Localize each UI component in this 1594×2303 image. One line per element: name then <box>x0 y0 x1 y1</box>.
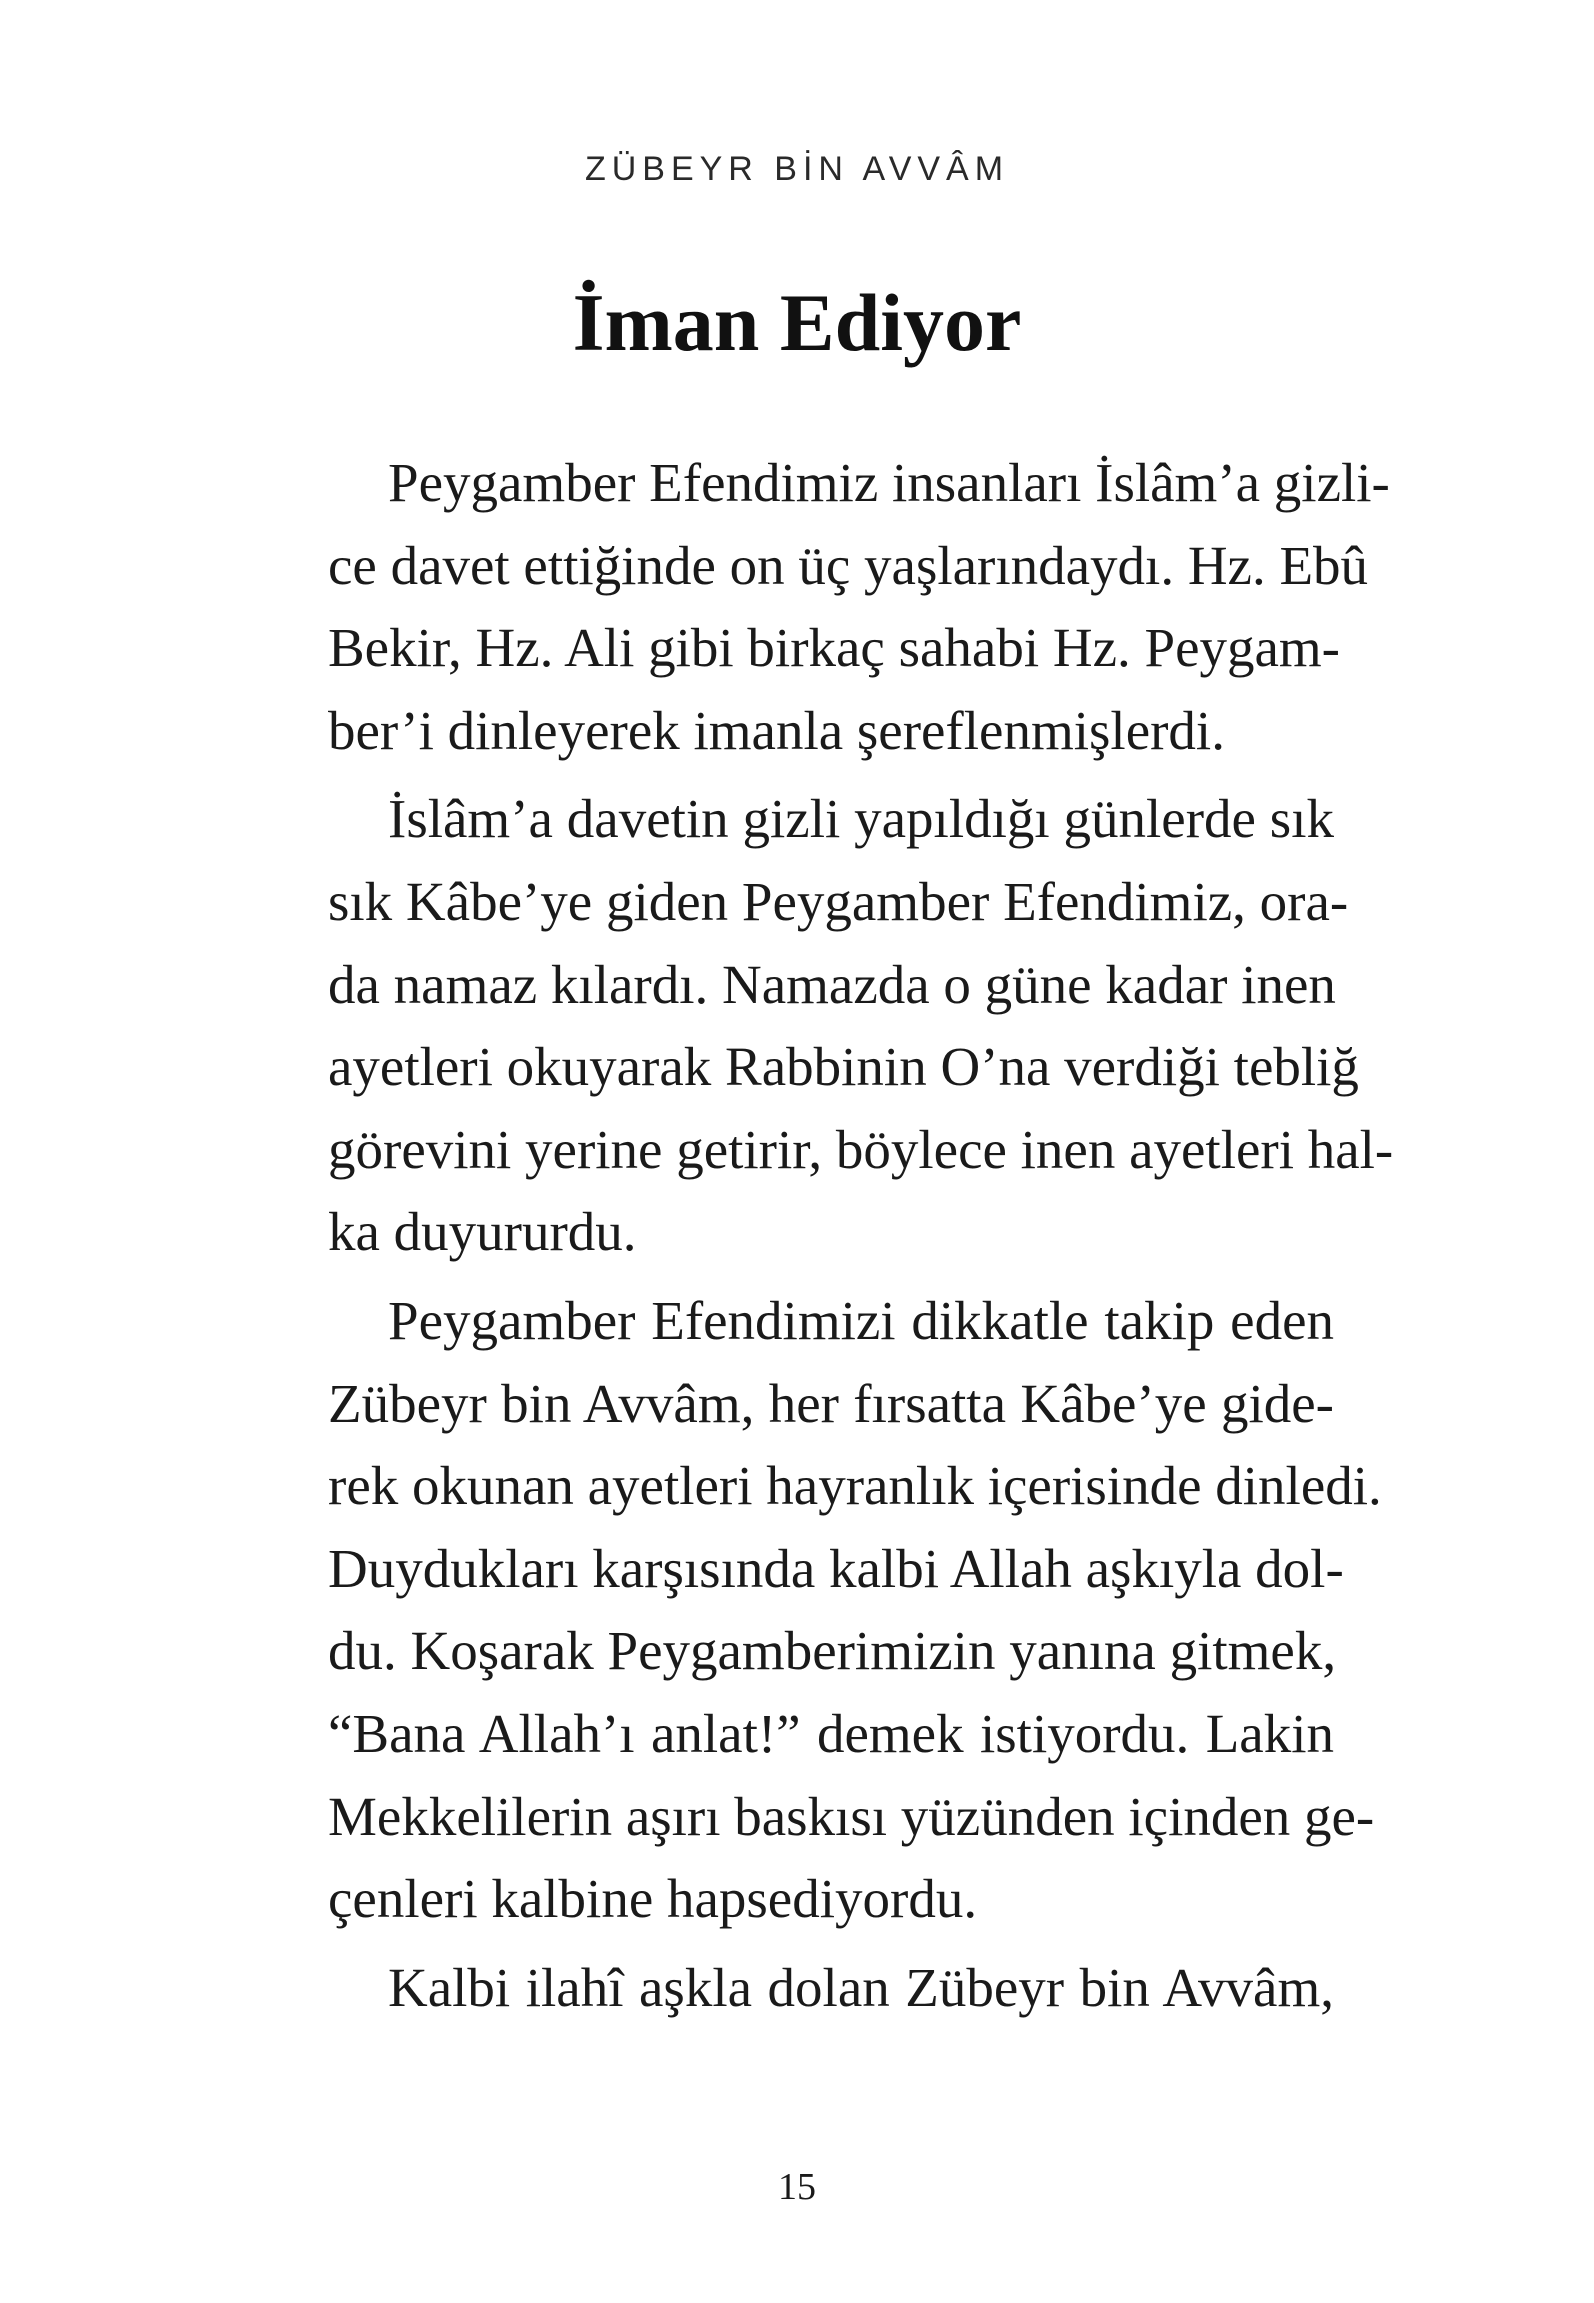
text-line: Peygamber Efendimiz insanları İslâm’a gizli- <box>388 452 1390 513</box>
text-line: çenleri kalbine hapsediyordu. <box>328 1868 978 1930</box>
text-line: da namaz kılardı. Namazda o güne kadar inen <box>328 953 1336 1015</box>
text-line: Zübeyr bin Avvâm, her fırsatta Kâbe’ye gide- <box>328 1372 1334 1434</box>
text-line: du. Koşarak Peygamberimizin yanına gitmek, <box>328 1620 1337 1682</box>
text-line: ce davet ettiğinde on üç yaşlarındaydı. Hz. Ebû <box>328 534 1369 596</box>
text-line: Kalbi ilahî aşkla dolan Zübeyr bin Avvâm, <box>388 1956 1334 2018</box>
text-line: Peygamber Efendimizi dikkatle takip eden <box>388 1289 1334 1351</box>
text-line: Mekkelilerin aşırı baskısı yüzünden içinden ge- <box>328 1785 1375 1847</box>
text-line: İslâm’a davetin gizli yapıldığı günlerde sık <box>388 788 1334 850</box>
paragraph-1 <box>268 442 1390 772</box>
chapter-title: İman Ediyor <box>572 277 1022 368</box>
text-line: rek okunan ayetleri hayranlık içerisinde dinledi. <box>328 1455 1382 1517</box>
paragraph-2 <box>268 778 1394 1274</box>
body-text <box>268 442 1394 2035</box>
text-line: ber’i dinleyerek imanla şereflenmişlerdi. <box>328 699 1225 761</box>
text-line: Bekir, Hz. Ali gibi birkaç sahabi Hz. Peygam- <box>328 617 1340 679</box>
page-number: 15 <box>778 2166 816 2208</box>
text-line: ka duyururdu. <box>328 1201 637 1263</box>
running-header: ZÜBEYR BİN AVVÂM <box>584 150 1010 188</box>
text-line: görevini yerine getirir, böylece inen ayetleri hal- <box>328 1118 1394 1180</box>
text-line: sık Kâbe’ye giden Peygamber Efendimiz, ora- <box>328 870 1349 932</box>
paragraph-4 <box>268 1947 1334 2030</box>
paragraph-3 <box>268 1280 1382 1941</box>
text-line: ayetleri okuyarak Rabbinin O’na verdiği tebliğ <box>328 1036 1359 1098</box>
text-line: Duydukları karşısında kalbi Allah aşkıyla dol- <box>328 1537 1344 1599</box>
text-line: “Bana Allah’ı anlat!” demek istiyordu. Lakin <box>328 1702 1334 1764</box>
